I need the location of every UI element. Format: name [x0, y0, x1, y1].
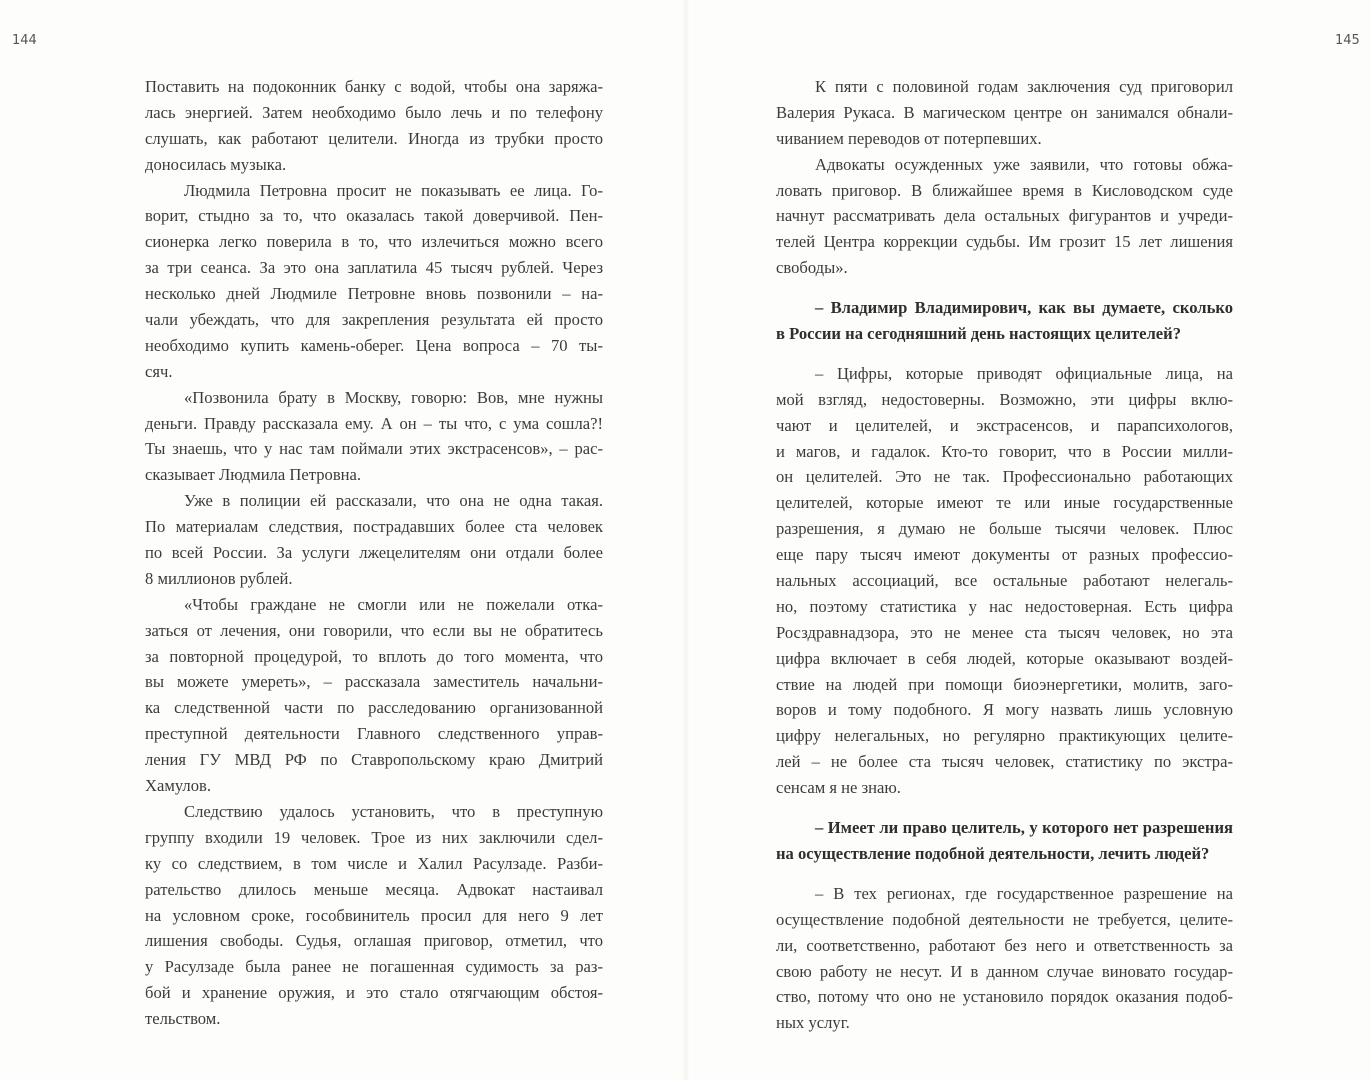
text-line: Уже в полиции ей рассказали, что она не одна такая. [184, 491, 603, 511]
paragraph [776, 361, 1233, 801]
text-line: – В тех регионах, где государственное разрешение на [815, 883, 1233, 903]
book-gutter [683, 0, 689, 1080]
text-line: слушать, как работают целители. Иногда из трубки просто [145, 128, 603, 148]
text-line: «Позвонила брату в Москву, говорю: Вов, мне нужны [184, 387, 603, 407]
text-line: доносилась музыка. [145, 154, 287, 174]
paragraph [145, 592, 603, 799]
text-line: осуществление подобной деятельности не требуется, целите- [776, 909, 1233, 929]
text-line: группу входили 19 человек. Трое из них заключили сдел- [145, 827, 603, 847]
paragraph [145, 385, 603, 489]
text-line: К пяти с половиной годам заключения суд приговорил [815, 77, 1233, 96]
paragraph [776, 881, 1233, 1036]
text-line: ствие на людей при помощи биоэнергетики, молитв, заго- [776, 674, 1233, 694]
text-line: у Расулзаде была ранее не погашенная судимость за раз- [145, 957, 603, 977]
text-line: рательство длилось меньше месяца. Адвокат настаивал [145, 879, 603, 899]
text-line: заться от лечения, они говорили, что если вы не обратитесь [145, 620, 603, 640]
text-line: Поставить на подоконник банку с водой, чтобы она заряжа- [145, 77, 603, 96]
text-line: Росздравнадзора, это не менее ста тысяч человек, но эта [776, 622, 1233, 642]
text-line: цифра включает в себя людей, которые оказывают воздей- [776, 648, 1233, 668]
text-line: по всей России. За услуги лжецелителям они отдали более [145, 543, 603, 563]
text-line: цифру нелегальных, но регулярно практикующих целите- [776, 726, 1233, 746]
page-number-right: 145 [1335, 33, 1360, 48]
text-line: 8 миллионов рублей. [145, 568, 293, 588]
text-line: ления ГУ МВД РФ по Ставропольскому краю Дмитрий [145, 750, 603, 770]
text-line: Следствию удалось установить, что в преступную [184, 801, 603, 821]
text-line: ку со следствием, в том числе и Халил Расулзаде. Разби- [145, 853, 603, 873]
text-line: ка следственной части по расследованию организованной [145, 698, 603, 718]
text-line: он целителей. Это не так. Профессионально работающих [776, 467, 1233, 487]
interview-question [776, 295, 1233, 347]
paragraph [145, 178, 603, 385]
text-line: сяч. [145, 361, 173, 381]
text-line: сказывает Людмила Петровна. [145, 465, 362, 485]
text-line: ворит, стыдно за то, что оказалась такой доверчивой. Пен- [145, 206, 603, 226]
paragraph [145, 488, 603, 592]
text-line: Валерия Рукаса. В магическом центре он занимался обнали- [776, 102, 1233, 122]
text-line: и магов, и гадалок. Кто-то говорит, что в России милли- [776, 441, 1233, 461]
right-page-text [776, 74, 1233, 1036]
text-line: нальных ассоциаций, все остальные работают нелегаль- [776, 571, 1233, 591]
text-line: чают и целителей, и экстрасенсов, и парапсихологов, [776, 415, 1233, 435]
text-line: вы можете умереть», – рассказала заместитель начальни- [145, 672, 603, 692]
page-number-left: 144 [12, 33, 37, 48]
text-line: мой взгляд, недостоверны. Возможно, эти цифры вклю- [776, 389, 1233, 409]
text-line: деньги. Правду рассказала ему. А он – ты что, с ума сошла?! [145, 413, 603, 433]
text-line: ных услуг. [776, 1013, 850, 1033]
text-line: лей – не более ста тысяч человек, статистику по экстра- [776, 752, 1233, 772]
text-line: По материалам следствия, пострадавших более ста человек [145, 517, 603, 537]
text-line: бой и хранение оружия, и это стало отягчающим обстоя- [145, 983, 603, 1003]
text-line: ство, потому что оно не установило порядок оказания подоб- [776, 987, 1233, 1007]
text-line: – Цифры, которые приводят официальные лица, на [815, 363, 1233, 383]
text-line: свою работу не несут. И в данном случае виновато государ- [776, 961, 1233, 981]
text-line: разрешения, я думаю не больше тысячи человек. Плюс [776, 519, 1233, 539]
paragraph [776, 152, 1233, 281]
interview-question [776, 815, 1233, 867]
left-page-text [145, 74, 603, 1032]
text-line: за повторной процедурой, то вплоть до того момента, что [145, 646, 603, 666]
text-line: начнут рассматривать дела остальных фигурантов и учреди- [776, 206, 1233, 226]
text-line: Ты знаешь, что у нас там поймали этих экстрасенсов», – рас- [145, 439, 603, 459]
text-line: – Имеет ли право целитель, у которого нет разрешения [815, 818, 1233, 838]
text-line: ли, соответственно, работают без него и ответственность за [776, 935, 1233, 955]
text-line: чали убеждать, что для закрепления результата ей просто [145, 310, 603, 330]
text-line: необходимо купить камень-оберег. Цена вопроса – 70 ты- [145, 335, 603, 355]
text-line: в России на сегодняшний день настоящих целителей? [776, 324, 1181, 344]
text-line: целителей, которые имеют те или иные государственные [776, 493, 1233, 513]
text-line: тельством. [145, 1009, 221, 1029]
text-line: на осуществление подобной деятельности, лечить людей? [776, 843, 1210, 863]
text-line: несколько дней Людмиле Петровне вновь позвонили – на- [145, 284, 603, 304]
text-line: – Владимир Владимирович, как вы думаете, сколько [815, 298, 1233, 318]
paragraph [145, 74, 603, 178]
text-line: свободы». [776, 258, 848, 278]
text-line: Адвокаты осужденных уже заявили, что готовы обжа- [815, 154, 1233, 174]
paragraph [145, 799, 603, 1032]
text-line: сенсам я не знаю. [776, 778, 901, 798]
paragraph [776, 74, 1233, 152]
text-line: еще пару тысяч имеют документы от разных профессио- [776, 545, 1233, 565]
text-line: «Чтобы граждане не смогли или не пожелали отка- [184, 594, 603, 614]
text-line: чиванием переводов от потерпевших. [776, 128, 1042, 148]
text-line: лась энергией. Затем необходимо было лечь и по телефону [145, 102, 603, 122]
text-line: ловать приговор. В ближайшее время в Кисловодском суде [776, 180, 1233, 200]
text-line: воров и тому подобного. Я могу назвать лишь условную [776, 700, 1233, 720]
text-line: телей Центра коррекции судьбы. Им грозит 15 лет лишения [776, 232, 1233, 252]
text-line: преступной деятельности Главного следственного управ- [145, 724, 603, 744]
text-line: Хамулов. [145, 776, 211, 796]
text-line: на условном сроке, гособвинитель просил для него 9 лет [145, 905, 603, 925]
text-line: лишения свободы. Судья, оглашая приговор, отметил, что [145, 931, 603, 951]
text-line: за три сеанса. За это она заплатила 45 тысяч рублей. Через [145, 258, 603, 278]
text-line: но, поэтому статистика у нас недостоверная. Есть цифра [776, 596, 1233, 616]
text-line: Людмила Петровна просит не показывать ее лица. Го- [184, 180, 603, 200]
text-line: сионерка легко поверила в то, что излечиться можно всего [145, 232, 603, 252]
